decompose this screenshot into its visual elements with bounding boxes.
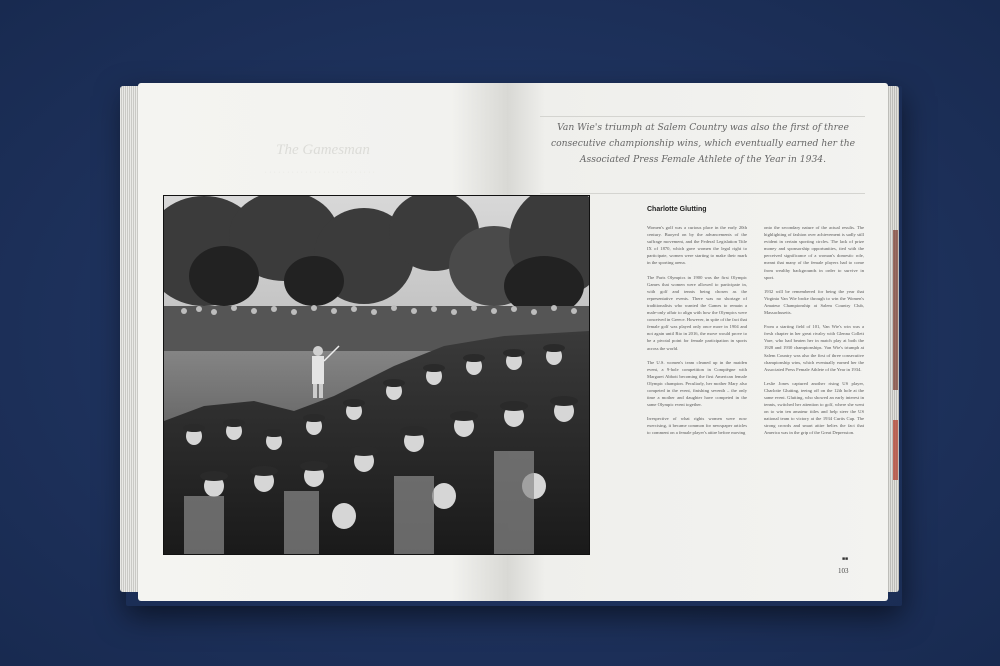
paragraph: onto the secondary nature of the actual results. The highlighting of fashion over achievement is sadly still evident in certain sporting circles. The lack of prize money and sponsorship opportunities, tied with the perceived significance of a woman's domestic role, meant that many of the female players had to come from wealthy backgrounds in order to survive in sport. [764, 225, 864, 280]
paragraph: From a starting field of 101, Van Wie's win was a fresh chapter in her great rivalry with Glenna Collett Vare, who had beaten her in match play at both the 1928 and 1930 championships. Van Wie's triumph at Salem Country was also the first of three consecutive championship wins, which eventually earned her the Associated Press Female Athlete of the Year in 1934. [764, 324, 864, 372]
page-number: 103 [838, 567, 849, 575]
text-column-1 [647, 224, 747, 444]
photo-illustration [164, 196, 589, 554]
show-through-title: The Gamesman [276, 142, 370, 158]
pull-quote: Van Wie's triumph at Salem Country was also the first of three consecutive championship wins, which eventually earned her the Associated Press Female Athlete of the Year in 1934. [550, 122, 856, 165]
paragraph: Irrespective of what rights women were now exercising, it became common for newspaper articles to comment on a female player's attire before moving [647, 416, 747, 436]
golf-crowd-photograph [163, 195, 590, 555]
author-name: Charlotte Glutting [647, 206, 707, 213]
paragraph: Leslie Jones captured another rising US player, Charlotte Glutting, teeing off on the 12th hole at the same event. Glutting, who showed an early interest in tennis, switched her attention to golf, where she went on to win ten amateur titles and help steer the US national team to victory at the 1934 Curtis Cup. The strong crowds and smart attire belies the fact that America was in the grip of the Great Depression. [764, 380, 864, 436]
page-edge-accent [893, 230, 898, 390]
paragraph: Women's golf was a curious place in the early 20th century. Buoyed on by the advancements of the suffrage movement, and the Federal Legislation Title IX of 1870, which gave women the legal right to participate, women were starting to make their mark in the sporting arena. [647, 225, 747, 266]
left-page-edges [120, 86, 139, 592]
text-column-2 [764, 224, 864, 444]
show-through-subtitle: · · · · · · · · · · · · · · · · · · · · · · · · · [264, 170, 376, 176]
paragraph: The U.S. women's team cleaned up in the maiden event, a 9-hole competition in Compiègne with Margaret Abbott becoming the first American female Olympic champion. Peculiarly, her mother Mary also competed in the event, finishing seventh – the only time a mother and daughter have competed in the same Olympic event together. [647, 359, 747, 408]
paragraph: 1932 will be remembered for being the year that Virginia Van Wie broke through to win the Women's Amateur Championship at Salem Country Club, Massachusetts. [764, 288, 864, 316]
paragraph: The Paris Olympics in 1900 was the first Olympic Games that women were allowed to participate in, with golf and tennis being chosen as the representative events. There was no shortage of traditionalists who wanted the Games to remain a male-only affair to align with how the Olympics were conceived in Greece. However, in spite of the fact that female golf was played only once more in 1904 and not again until Rio in 2016, the move would prove to be a pivotal point for female participation in sports across the world. [647, 274, 747, 351]
page-edge-accent-lower [893, 420, 898, 480]
article-end-mark: ■■ [842, 556, 849, 562]
